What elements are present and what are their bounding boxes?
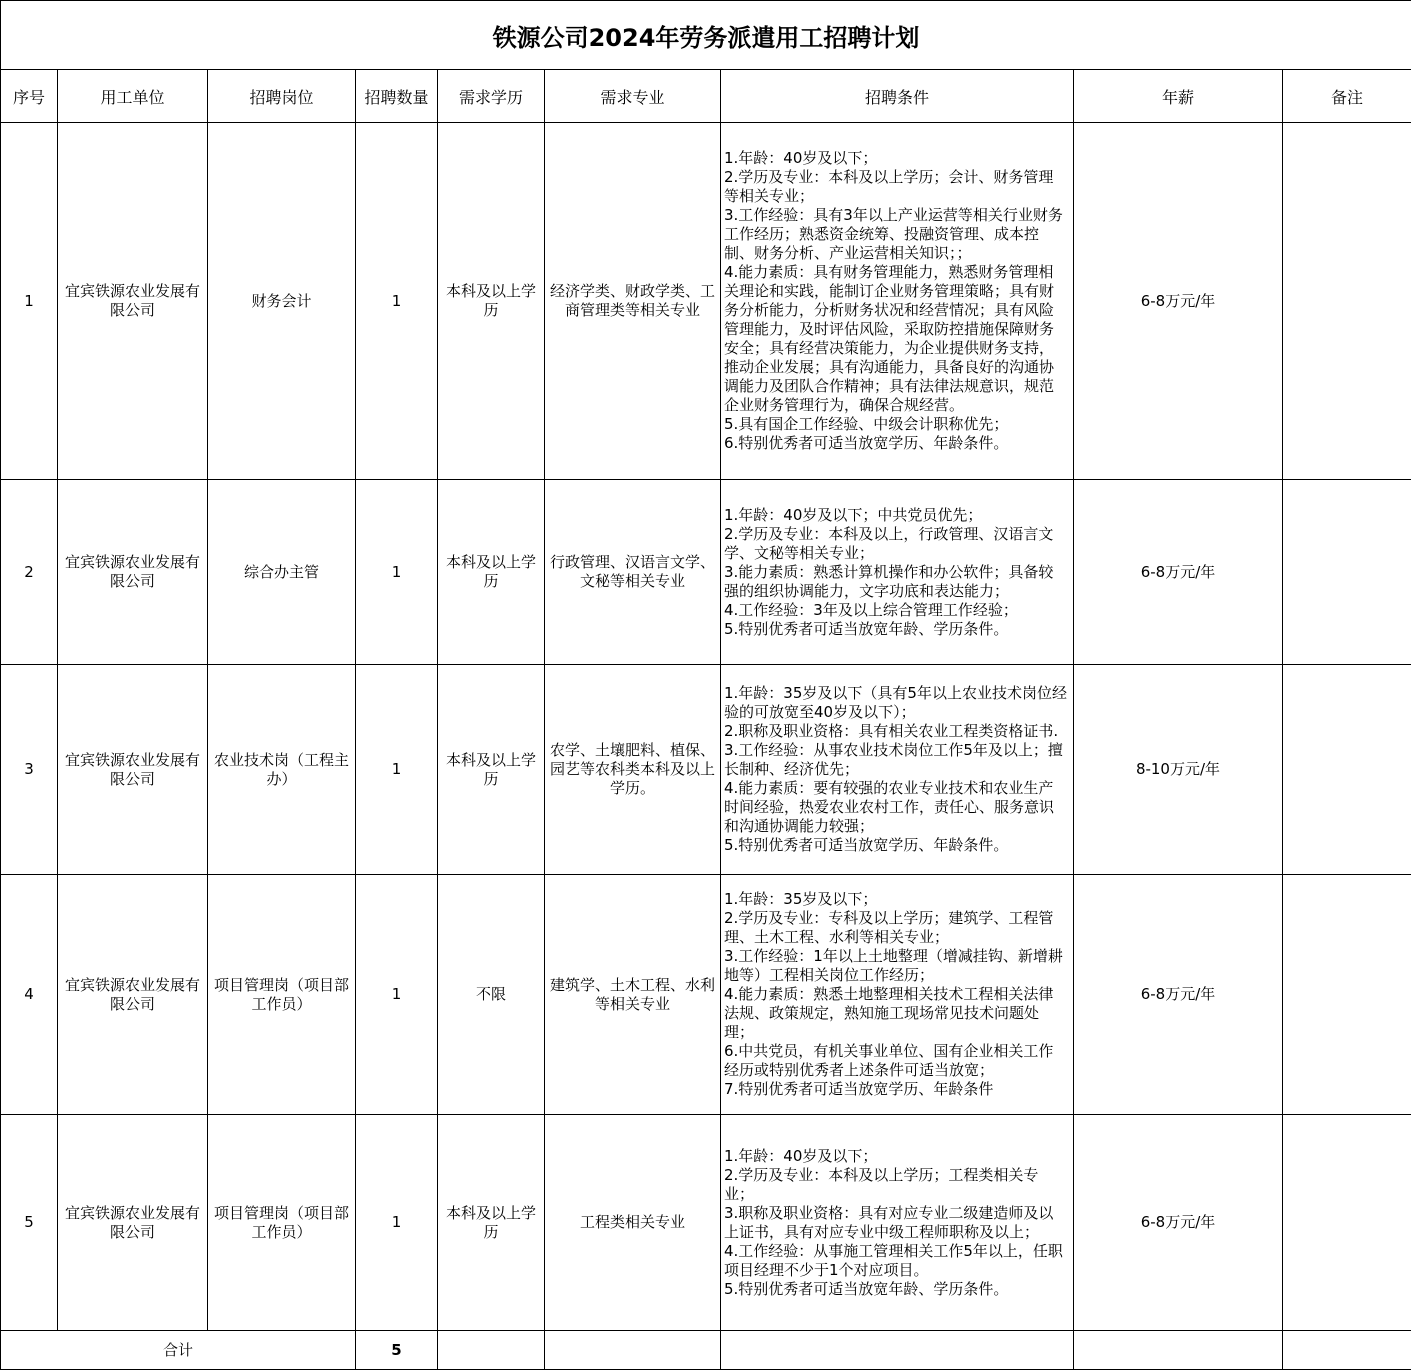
total-empty-cell <box>438 1331 545 1370</box>
table-row <box>1 875 1411 1115</box>
cell-position: 项目管理岗（项目部工作员） <box>208 1115 356 1331</box>
cell-education: 本科及以上学历 <box>438 665 545 875</box>
table-row <box>1 480 1411 665</box>
header-salary: 年薪 <box>1074 70 1283 123</box>
total-empty-cell <box>545 1331 721 1370</box>
cell-salary: 6-8万元/年 <box>1074 875 1283 1115</box>
cell-conditions: 1.年龄：35岁及以下（具有5年以上农业技术岗位经验的可放宽至40岁及以下）； 2.职称及职业资格：具有相关农业工程类资格证书. 3.工作经验：从事农业技术岗位工作5年及以上；擅长制种、经济优先； 4.能力素质：要有较强的农业专业技术和农业生产时间经验，热爱农业农村工作，责任心、服务意识和沟通协调能力较强； 5.特别优秀者可适当放宽学历、年龄条件。 <box>721 665 1074 875</box>
cell-remarks <box>1283 1115 1411 1331</box>
total-empty-cell <box>1074 1331 1283 1370</box>
cell-seq: 4 <box>1 875 58 1115</box>
cell-major: 工程类相关专业 <box>545 1115 721 1331</box>
cell-education: 本科及以上学历 <box>438 480 545 665</box>
page-title: 铁源公司2024年劳务派遣用工招聘计划 <box>1 1 1411 70</box>
cell-remarks <box>1283 480 1411 665</box>
cell-count: 1 <box>356 875 438 1115</box>
header-row <box>1 70 1411 123</box>
cell-count: 1 <box>356 480 438 665</box>
cell-education: 本科及以上学历 <box>438 1115 545 1331</box>
cell-remarks <box>1283 123 1411 480</box>
cell-major: 建筑学、土木工程、水利等相关专业 <box>545 875 721 1115</box>
cell-remarks <box>1283 875 1411 1115</box>
cell-major: 经济学类、财政学类、工商管理类等相关专业 <box>545 123 721 480</box>
cell-position: 项目管理岗（项目部工作员） <box>208 875 356 1115</box>
cell-conditions: 1.年龄：35岁及以下； 2.学历及专业：专科及以上学历；建筑学、工程管理、土木工程、水利等相关专业； 3.工作经验：1年以上土地整理（增减挂钩、新增耕地等）工程相关岗位工作经历； 4.能力素质：熟悉土地整理相关技术工程相关法律法规、政策规定，熟知施工现场常见技术问题处理； 6.中共党员，有机关事业单位、国有企业相关工作经历或特别优秀者上述条件可适当放宽； 7.特别优秀者可适当放宽学历、年龄条件 <box>721 875 1074 1115</box>
cell-salary: 6-8万元/年 <box>1074 123 1283 480</box>
total-empty-cell <box>1283 1331 1411 1370</box>
cell-unit: 宜宾铁源农业发展有限公司 <box>58 480 208 665</box>
total-empty-cell <box>721 1331 1074 1370</box>
cell-unit: 宜宾铁源农业发展有限公司 <box>58 665 208 875</box>
cell-major: 行政管理、汉语言文学、文秘等相关专业 <box>545 480 721 665</box>
cell-salary: 6-8万元/年 <box>1074 480 1283 665</box>
header-position: 招聘岗位 <box>208 70 356 123</box>
total-row <box>1 1331 1411 1370</box>
cell-count: 1 <box>356 665 438 875</box>
cell-seq: 3 <box>1 665 58 875</box>
total-label: 合计 <box>1 1331 356 1370</box>
header-seq: 序号 <box>1 70 58 123</box>
cell-major: 农学、土壤肥料、植保、园艺等农科类本科及以上学历。 <box>545 665 721 875</box>
cell-count: 1 <box>356 123 438 480</box>
cell-conditions: 1.年龄：40岁及以下； 2.学历及专业：本科及以上学历；工程类相关专业； 3.职称及职业资格：具有对应专业二级建造师及以上证书，具有对应专业中级工程师职称及以上； 4.工作经验：从事施工管理相关工作5年以上，任职项目经理不少于1个对应项目。 5.特别优秀者可适当放宽年龄、学历条件。 <box>721 1115 1074 1331</box>
header-education: 需求学历 <box>438 70 545 123</box>
cell-unit: 宜宾铁源农业发展有限公司 <box>58 875 208 1115</box>
cell-remarks <box>1283 665 1411 875</box>
cell-education: 不限 <box>438 875 545 1115</box>
header-conditions: 招聘条件 <box>721 70 1074 123</box>
cell-conditions: 1.年龄：40岁及以下； 2.学历及专业：本科及以上学历；会计、财务管理等相关专业； 3.工作经验：具有3年以上产业运营等相关行业财务工作经历；熟悉资金统筹、投融资管理、成本控制、财务分析、产业运营相关知识；； 4.能力素质：具有财务管理能力，熟悉财务管理相关理论和实践，能制订企业财务管理策略；具有财务分析能力，分析财务状况和经营情况；具有风险管理能力，及时评估风险，采取防控措施保障财务安全；具有经营决策能力，为企业提供财务支持，推动企业发展；具有沟通能力，具备良好的沟通协调能力及团队合作精神；具有法律法规意识，规范企业财务管理行为，确保合规经营。 5.具有国企工作经验、中级会计职称优先； 6.特别优秀者可适当放宽学历、年龄条件。 <box>721 123 1074 480</box>
cell-position: 综合办主管 <box>208 480 356 665</box>
table-row <box>1 123 1411 480</box>
total-count: 5 <box>356 1331 438 1370</box>
table-row <box>1 665 1411 875</box>
cell-unit: 宜宾铁源农业发展有限公司 <box>58 123 208 480</box>
cell-unit: 宜宾铁源农业发展有限公司 <box>58 1115 208 1331</box>
header-major: 需求专业 <box>545 70 721 123</box>
table-row <box>1 1115 1411 1331</box>
cell-position: 财务会计 <box>208 123 356 480</box>
cell-seq: 5 <box>1 1115 58 1331</box>
cell-count: 1 <box>356 1115 438 1331</box>
cell-seq: 1 <box>1 123 58 480</box>
header-remarks: 备注 <box>1283 70 1411 123</box>
cell-conditions: 1.年龄：40岁及以下；中共党员优先； 2.学历及专业：本科及以上，行政管理、汉语言文学、文秘等相关专业； 3.能力素质：熟悉计算机操作和办公软件；具备较强的组织协调能力，文字功底和表达能力； 4.工作经验：3年及以上综合管理工作经验； 5.特别优秀者可适当放宽年龄、学历条件。 <box>721 480 1074 665</box>
header-unit: 用工单位 <box>58 70 208 123</box>
cell-education: 本科及以上学历 <box>438 123 545 480</box>
cell-seq: 2 <box>1 480 58 665</box>
cell-position: 农业技术岗（工程主办） <box>208 665 356 875</box>
cell-salary: 8-10万元/年 <box>1074 665 1283 875</box>
cell-salary: 6-8万元/年 <box>1074 1115 1283 1331</box>
header-count: 招聘数量 <box>356 70 438 123</box>
